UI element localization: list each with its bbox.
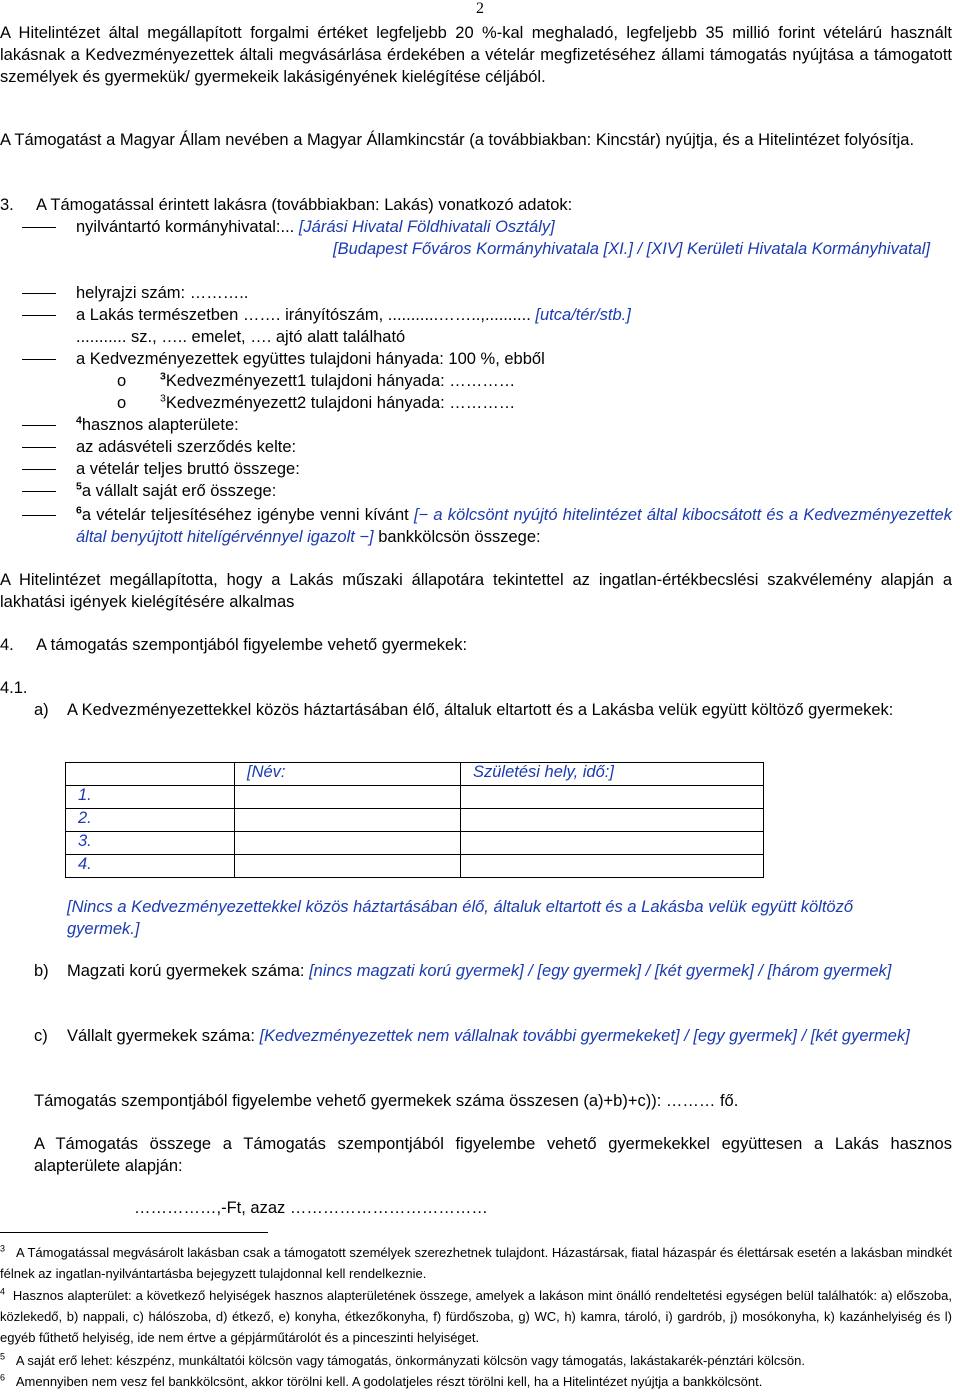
floor-area: hasznos alapterülete: (81, 416, 239, 434)
address-type: [utca/tér/stb.] (530, 306, 631, 324)
dash-bullet (22, 469, 56, 470)
item-c-label: c) (34, 1027, 48, 1045)
footnote-ref-5: 5 (76, 480, 82, 493)
dash-bullet (22, 359, 56, 360)
footnote-3: $^3$ A Támogatással megvásárolt lakásban csak a támogatott személyek szerezhetnek tulajdont. Házastársak, fiatal házaspár és élettársak esetén a lakásban mindkét félnek az ingatlan-nyilvántartásba bejegyzett tulajdonnal kell rendelkeznie. (0, 1243, 952, 1281)
owner2-share: Kedvezményezett2 tulajdoni hányada: ………… (165, 394, 516, 412)
dash-bullet (22, 515, 56, 516)
unborn-children-options: [nincs magzati korú gyermek] / [egy gyermek] / [két gyermek] / [három gyermek] (309, 962, 892, 980)
table-row: 1. (66, 786, 764, 809)
footnote-ref-4: 4 (76, 414, 82, 427)
page-number: 2 (476, 0, 484, 17)
own-funds-line (76, 480, 276, 502)
item-b-label: b) (34, 962, 49, 980)
dash-bullet (22, 425, 56, 426)
dash-bullet (22, 447, 56, 448)
paragraph-assessment: A Hitelintézet megállapította, hogy a Lakás műszaki állapotára tekintettel az ingatlan-értékbecslési szakvélemény alapján a lakhatási igények kielégítésére alkalmas (0, 571, 952, 611)
owner2-bullet: o (117, 394, 127, 412)
table-header-birth: Születési hely, idő:] (461, 763, 764, 786)
owner1-bullet: o (117, 372, 127, 390)
loan-line (76, 504, 952, 548)
no-children-option: [Nincs a Kedvezményezettekkel közös háztartásában élő, általuk eltartott és a Lakásba velük együtt költöző gyermek.] (67, 898, 854, 938)
registry-line (76, 216, 555, 238)
address-text: a Lakás természetben ……. irányítószám, ...........……..,.......... (76, 306, 531, 324)
footnote-ref-6: 6 (76, 504, 82, 517)
footnote-4: $^4$ Hasznos alapterület: a következő helyiségek hasznos alapterületének összege, amelyek a lakáson mint önálló rendeltetési egységen belül találhatók: a) előszoba, közlekedő, b) nappali, c) hálószoba, d) étkező, e) konyha, étkezőkonyha, f) fürdőszoba, g) WC, h) kamra, tároló, i) gardrób, j) mosókonyha, k) kazánhelyiség és l) egyéb fűthető helyiség, ide nem értve a gépjárműtárolót és a pinceszinti helyiséget. (0, 1286, 952, 1345)
item-c-text (67, 1025, 952, 1047)
footnote-separator (0, 1232, 268, 1233)
footnote-5: $^5$ A saját erő lehet: készpénz, munkáltatói kölcsön vagy támogatás, önkormányzati kölcsön vagy támogatás, lakástakarék-pénztári kölcsön. (0, 1351, 805, 1368)
footnote-ref-3: 3 (160, 392, 166, 405)
owner1-share: Kedvezményezett1 tulajdoni hányada: ………… (165, 372, 516, 390)
owner1-line (160, 370, 515, 392)
section-3-number: 3. (0, 196, 14, 214)
table-row: 3. (66, 832, 764, 855)
committed-children-label: Vállalt gyermekek száma: (67, 1027, 260, 1045)
dash-bullet (22, 293, 56, 294)
table-header-row (66, 763, 764, 786)
loan-text-end: bankkölcsön összege: (373, 528, 541, 546)
area-line (76, 414, 239, 436)
ownership-share: a Kedvezményezettek együttes tulajdoni hányada: 100 %, ebből (76, 350, 545, 368)
unborn-children-label: Magzati korú gyermekek száma: (67, 962, 310, 980)
section-3-title: A Támogatással érintett lakásra (továbbiakban: Lakás) vonatkozó adatok: (36, 196, 573, 214)
owner2-line (160, 392, 515, 414)
registry-label: nyilvántartó kormányhivatal:... (76, 218, 295, 236)
address-line-2: ........... sz., ….. emelet, …. ajtó alatt található (76, 328, 406, 346)
dash-bullet (22, 227, 56, 228)
children-table (65, 762, 764, 878)
parcel-number: helyrajzi szám: ……….. (76, 284, 249, 302)
purchase-price: a vételár teljes bruttó összege: (76, 460, 300, 478)
dash-bullet (22, 315, 56, 316)
address-line-1 (76, 304, 631, 326)
own-funds: a vállalt saját erő összege: (81, 482, 277, 500)
loan-option: [− a kölcsönt nyújtó hitelintézet által kibocsátott és a Kedvezményezettek által benyújtott hitelígérvénnyel igazolt −] (76, 506, 952, 546)
table-row: 2. (66, 809, 764, 832)
registry-option: [Járási Hivatal Földhivatali Osztály] (294, 218, 555, 236)
table-header-name: [Név: (235, 763, 461, 786)
section-4-title: A támogatás szempontjából figyelembe vehető gyermekek: (36, 636, 468, 654)
item-a-text: A Kedvezményezettekkel közös háztartásában élő, általuk eltartott és a Lakásba velük együtt költöző gyermekek: (67, 701, 894, 719)
support-amount-line: ……………,-Ft, azaz ……………………………… (134, 1199, 488, 1217)
section-4-1: 4.1. (0, 679, 28, 697)
loan-text: a vételár teljesítéséhez igénybe venni kívánt (81, 506, 414, 524)
item-a-label: a) (34, 701, 49, 719)
footnote-ref-3: 3 (160, 370, 166, 383)
paragraph-treasury: A Támogatást a Magyar Állam nevében a Magyar Államkincstár (a továbbiakban: Kincstár) nyújtja, és a Hitelintézet folyósítja. (0, 131, 915, 149)
paragraph-purpose: A Hitelintézet által megállapított forgalmi értéket legfeljebb 20 %-kal meghaladó, legfeljebb 35 millió forint vételárú használt lakásnak a Kedvezményezettek általi megvásárlása érdekében a vételár megfizetéséhez állami támogatás nyújtása a támogatott személyek és gyermekük/ gyermekeik lakásigényének kielégítése céljából. (0, 24, 952, 86)
dash-bullet (22, 491, 56, 492)
section-4-number: 4. (0, 636, 14, 654)
committed-children-options: [Kedvezményezettek nem vállalnak további gyermekeket] / [egy gyermek] / [két gyermek] (259, 1027, 910, 1045)
registry-options: [Budapest Főváros Kormányhivatala [XI.] / [XIV] Kerületi Hivatala Kormányhivatal] (333, 240, 931, 258)
support-amount-text: A Támogatás összege a Támogatás szempontjából figyelembe vehető gyermekekkel együttesen a Lakás hasznos alapterülete alapján: (34, 1135, 952, 1175)
children-total: Támogatás szempontjából figyelembe vehető gyermekek száma összesen (a)+b)+c)): ……… fő. (34, 1092, 739, 1110)
contract-date: az adásvételi szerződés kelte: (76, 438, 297, 456)
item-b-text (67, 960, 952, 982)
table-row: 4. (66, 855, 764, 878)
footnote-6: $^6$ Amennyiben nem vesz fel bankkölcsönt, akkor törölni kell. A godolatjeles részt törölni kell, ha a Hitelintézet nyújtja a bankkölcsönt. (0, 1372, 763, 1389)
